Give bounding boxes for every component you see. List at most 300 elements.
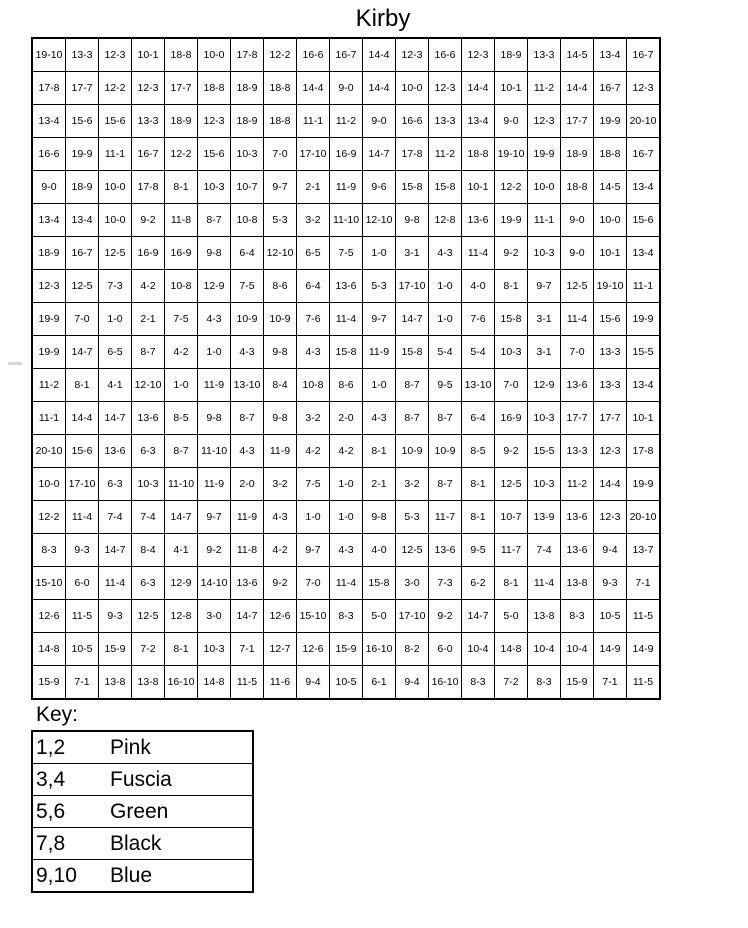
grid-cell: 11-4 bbox=[66, 501, 99, 534]
grid-cell: 17-8 bbox=[396, 138, 429, 171]
grid-cell: 10-3 bbox=[198, 171, 231, 204]
grid-cell: 9-0 bbox=[363, 105, 396, 138]
grid-cell: 10-1 bbox=[594, 237, 627, 270]
grid-cell: 9-2 bbox=[264, 567, 297, 600]
grid-cell: 15-10 bbox=[32, 567, 66, 600]
grid-row bbox=[32, 237, 660, 270]
grid-cell: 12-3 bbox=[462, 38, 495, 72]
grid-cell: 12-8 bbox=[165, 600, 198, 633]
grid-cell: 14-5 bbox=[594, 171, 627, 204]
grid-cell: 11-1 bbox=[528, 204, 561, 237]
grid-cell: 13-8 bbox=[561, 567, 594, 600]
grid-cell: 9-8 bbox=[264, 336, 297, 369]
grid-cell: 19-9 bbox=[32, 336, 66, 369]
grid-cell: 16-10 bbox=[429, 666, 462, 700]
grid-cell: 12-9 bbox=[528, 369, 561, 402]
grid-cell: 2-0 bbox=[330, 402, 363, 435]
grid-cell: 17-8 bbox=[132, 171, 165, 204]
grid-cell: 8-1 bbox=[363, 435, 396, 468]
grid-cell: 11-5 bbox=[627, 666, 661, 700]
grid-cell: 13-6 bbox=[99, 435, 132, 468]
grid-cell: 5-3 bbox=[363, 270, 396, 303]
grid-row bbox=[32, 534, 660, 567]
grid-cell: 12-10 bbox=[363, 204, 396, 237]
grid-cell: 15-10 bbox=[297, 600, 330, 633]
grid-cell: 11-4 bbox=[462, 237, 495, 270]
grid-cell: 4-2 bbox=[264, 534, 297, 567]
grid-cell: 5-0 bbox=[495, 600, 528, 633]
grid-cell: 12-5 bbox=[99, 237, 132, 270]
grid-row bbox=[32, 105, 660, 138]
grid-cell: 7-0 bbox=[495, 369, 528, 402]
grid-row bbox=[32, 72, 660, 105]
grid-cell: 9-7 bbox=[198, 501, 231, 534]
grid-cell: 9-0 bbox=[561, 237, 594, 270]
grid-cell: 13-3 bbox=[594, 369, 627, 402]
grid-cell: 11-4 bbox=[528, 567, 561, 600]
grid-cell: 10-4 bbox=[528, 633, 561, 666]
grid-cell: 12-5 bbox=[132, 600, 165, 633]
grid-cell: 8-1 bbox=[165, 171, 198, 204]
grid-cell: 10-7 bbox=[495, 501, 528, 534]
grid-cell: 9-0 bbox=[32, 171, 66, 204]
grid-cell: 8-7 bbox=[198, 204, 231, 237]
grid-cell: 12-5 bbox=[396, 534, 429, 567]
key-color-name: Green bbox=[110, 796, 253, 828]
grid-cell: 8-6 bbox=[330, 369, 363, 402]
grid-cell: 12-3 bbox=[594, 501, 627, 534]
grid-cell: 8-7 bbox=[132, 336, 165, 369]
grid-cell: 6-4 bbox=[297, 270, 330, 303]
grid-cell: 15-8 bbox=[495, 303, 528, 336]
color-key-table bbox=[31, 730, 254, 893]
grid-cell: 2-1 bbox=[297, 171, 330, 204]
grid-cell: 10-3 bbox=[198, 633, 231, 666]
grid-cell: 8-7 bbox=[429, 468, 462, 501]
grid-cell: 14-7 bbox=[231, 600, 264, 633]
grid-cell: 7-4 bbox=[132, 501, 165, 534]
grid-cell: 19-10 bbox=[594, 270, 627, 303]
grid-cell: 1-0 bbox=[363, 237, 396, 270]
grid-row bbox=[32, 336, 660, 369]
grid-cell: 16-9 bbox=[330, 138, 363, 171]
grid-cell: 9-8 bbox=[264, 402, 297, 435]
grid-cell: 7-5 bbox=[330, 237, 363, 270]
grid-cell: 4-3 bbox=[198, 303, 231, 336]
grid-cell: 10-5 bbox=[594, 600, 627, 633]
grid-cell: 17-8 bbox=[231, 38, 264, 72]
grid-cell: 12-6 bbox=[297, 633, 330, 666]
grid-cell: 8-3 bbox=[462, 666, 495, 700]
grid-cell: 18-9 bbox=[561, 138, 594, 171]
grid-cell: 16-7 bbox=[330, 38, 363, 72]
grid-cell: 5-3 bbox=[264, 204, 297, 237]
grid-cell: 6-4 bbox=[231, 237, 264, 270]
grid-cell: 3-1 bbox=[396, 237, 429, 270]
key-row bbox=[32, 796, 253, 828]
grid-cell: 10-3 bbox=[495, 336, 528, 369]
grid-cell: 9-8 bbox=[198, 402, 231, 435]
grid-cell: 13-6 bbox=[231, 567, 264, 600]
grid-cell: 14-5 bbox=[561, 38, 594, 72]
grid-cell: 11-4 bbox=[330, 567, 363, 600]
grid-cell: 6-5 bbox=[297, 237, 330, 270]
grid-cell: 9-8 bbox=[198, 237, 231, 270]
grid-cell: 10-1 bbox=[495, 72, 528, 105]
grid-cell: 16-7 bbox=[66, 237, 99, 270]
grid-cell: 19-9 bbox=[495, 204, 528, 237]
grid-cell: 3-2 bbox=[396, 468, 429, 501]
grid-cell: 12-3 bbox=[627, 72, 661, 105]
grid-cell: 9-2 bbox=[495, 435, 528, 468]
grid-cell: 13-3 bbox=[561, 435, 594, 468]
grid-cell: 3-0 bbox=[396, 567, 429, 600]
grid-cell: 15-6 bbox=[99, 105, 132, 138]
grid-cell: 10-8 bbox=[297, 369, 330, 402]
grid-cell: 4-0 bbox=[462, 270, 495, 303]
grid-cell: 10-0 bbox=[99, 204, 132, 237]
grid-cell: 9-0 bbox=[330, 72, 363, 105]
grid-cell: 10-7 bbox=[231, 171, 264, 204]
grid-cell: 4-3 bbox=[297, 336, 330, 369]
grid-cell: 12-9 bbox=[165, 567, 198, 600]
grid-cell: 19-9 bbox=[32, 303, 66, 336]
key-numbers: 3,4 bbox=[32, 764, 110, 796]
grid-cell: 16-9 bbox=[165, 237, 198, 270]
grid-cell: 18-8 bbox=[594, 138, 627, 171]
margin-mark bbox=[8, 362, 22, 365]
grid-cell: 10-1 bbox=[462, 171, 495, 204]
grid-cell: 9-2 bbox=[132, 204, 165, 237]
grid-cell: 11-9 bbox=[363, 336, 396, 369]
grid-cell: 7-5 bbox=[231, 270, 264, 303]
grid-cell: 9-6 bbox=[363, 171, 396, 204]
grid-cell: 12-8 bbox=[429, 204, 462, 237]
grid-cell: 11-5 bbox=[627, 600, 661, 633]
grid-cell: 8-1 bbox=[66, 369, 99, 402]
grid-cell: 13-3 bbox=[66, 38, 99, 72]
grid-cell: 15-8 bbox=[330, 336, 363, 369]
grid-cell: 12-3 bbox=[132, 72, 165, 105]
grid-cell: 9-7 bbox=[264, 171, 297, 204]
key-color-name: Blue bbox=[110, 860, 253, 893]
grid-cell: 14-8 bbox=[495, 633, 528, 666]
grid-cell: 10-9 bbox=[264, 303, 297, 336]
grid-cell: 5-3 bbox=[396, 501, 429, 534]
grid-cell: 12-2 bbox=[99, 72, 132, 105]
grid-cell: 11-9 bbox=[264, 435, 297, 468]
grid-cell: 13-9 bbox=[528, 501, 561, 534]
grid-cell: 6-3 bbox=[132, 567, 165, 600]
grid-cell: 7-1 bbox=[627, 567, 661, 600]
grid-cell: 20-10 bbox=[627, 501, 661, 534]
grid-cell: 9-3 bbox=[66, 534, 99, 567]
grid-cell: 10-3 bbox=[231, 138, 264, 171]
grid-cell: 6-2 bbox=[462, 567, 495, 600]
grid-cell: 14-7 bbox=[462, 600, 495, 633]
grid-cell: 14-4 bbox=[462, 72, 495, 105]
grid-cell: 12-3 bbox=[99, 38, 132, 72]
grid-cell: 9-2 bbox=[429, 600, 462, 633]
grid-cell: 7-5 bbox=[297, 468, 330, 501]
grid-row bbox=[32, 435, 660, 468]
grid-cell: 11-9 bbox=[231, 501, 264, 534]
grid-cell: 15-6 bbox=[66, 435, 99, 468]
grid-cell: 16-9 bbox=[495, 402, 528, 435]
grid-cell: 8-5 bbox=[165, 402, 198, 435]
grid-cell: 7-3 bbox=[99, 270, 132, 303]
grid-cell: 4-3 bbox=[231, 336, 264, 369]
grid-cell: 9-5 bbox=[429, 369, 462, 402]
grid-cell: 16-10 bbox=[165, 666, 198, 700]
grid-row bbox=[32, 270, 660, 303]
grid-cell: 12-3 bbox=[594, 435, 627, 468]
grid-cell: 11-2 bbox=[32, 369, 66, 402]
grid-cell: 8-1 bbox=[462, 468, 495, 501]
grid-cell: 8-1 bbox=[462, 501, 495, 534]
grid-cell: 17-7 bbox=[165, 72, 198, 105]
grid-row bbox=[32, 38, 660, 72]
grid-cell: 8-7 bbox=[165, 435, 198, 468]
grid-cell: 14-7 bbox=[363, 138, 396, 171]
grid-cell: 4-3 bbox=[429, 237, 462, 270]
grid-cell: 19-9 bbox=[627, 303, 661, 336]
grid-cell: 13-3 bbox=[528, 38, 561, 72]
grid-cell: 13-4 bbox=[627, 237, 661, 270]
grid-cell: 4-2 bbox=[297, 435, 330, 468]
grid-cell: 11-7 bbox=[429, 501, 462, 534]
grid-cell: 7-6 bbox=[297, 303, 330, 336]
grid-cell: 13-4 bbox=[627, 171, 661, 204]
grid-cell: 12-5 bbox=[495, 468, 528, 501]
grid-cell: 12-3 bbox=[32, 270, 66, 303]
grid-cell: 10-9 bbox=[231, 303, 264, 336]
grid-cell: 9-0 bbox=[561, 204, 594, 237]
grid-cell: 4-1 bbox=[165, 534, 198, 567]
grid-cell: 10-8 bbox=[165, 270, 198, 303]
grid-cell: 6-3 bbox=[132, 435, 165, 468]
key-row bbox=[32, 731, 253, 764]
color-by-number-grid bbox=[31, 37, 661, 700]
grid-row bbox=[32, 633, 660, 666]
key-numbers: 9,10 bbox=[32, 860, 110, 893]
grid-cell: 1-0 bbox=[297, 501, 330, 534]
grid-cell: 4-2 bbox=[132, 270, 165, 303]
grid-cell: 9-7 bbox=[363, 303, 396, 336]
grid-row bbox=[32, 666, 660, 700]
grid-cell: 11-5 bbox=[231, 666, 264, 700]
grid-cell: 19-9 bbox=[627, 468, 661, 501]
grid-cell: 7-6 bbox=[462, 303, 495, 336]
key-color-name: Black bbox=[110, 828, 253, 860]
grid-cell: 13-6 bbox=[429, 534, 462, 567]
grid-cell: 10-0 bbox=[528, 171, 561, 204]
grid-cell: 7-2 bbox=[495, 666, 528, 700]
grid-cell: 9-5 bbox=[462, 534, 495, 567]
grid-cell: 4-1 bbox=[99, 369, 132, 402]
grid-cell: 14-7 bbox=[99, 534, 132, 567]
grid-row bbox=[32, 468, 660, 501]
grid-cell: 7-1 bbox=[594, 666, 627, 700]
grid-cell: 12-5 bbox=[66, 270, 99, 303]
grid-cell: 15-8 bbox=[429, 171, 462, 204]
grid-cell: 14-9 bbox=[627, 633, 661, 666]
grid-cell: 11-5 bbox=[66, 600, 99, 633]
grid-cell: 11-4 bbox=[561, 303, 594, 336]
grid-cell: 9-7 bbox=[297, 534, 330, 567]
grid-cell: 6-0 bbox=[429, 633, 462, 666]
grid-cell: 12-3 bbox=[528, 105, 561, 138]
grid-cell: 18-9 bbox=[231, 72, 264, 105]
grid-cell: 7-4 bbox=[99, 501, 132, 534]
grid-cell: 12-3 bbox=[198, 105, 231, 138]
grid-cell: 10-4 bbox=[561, 633, 594, 666]
key-row bbox=[32, 860, 253, 893]
grid-cell: 8-1 bbox=[495, 270, 528, 303]
grid-cell: 8-7 bbox=[429, 402, 462, 435]
grid-cell: 8-7 bbox=[396, 402, 429, 435]
grid-cell: 10-0 bbox=[198, 38, 231, 72]
grid-cell: 18-8 bbox=[165, 38, 198, 72]
grid-cell: 16-7 bbox=[132, 138, 165, 171]
grid-cell: 17-10 bbox=[396, 600, 429, 633]
grid-cell: 12-2 bbox=[165, 138, 198, 171]
grid-cell: 7-0 bbox=[561, 336, 594, 369]
grid-cell: 13-8 bbox=[528, 600, 561, 633]
grid-cell: 14-4 bbox=[363, 72, 396, 105]
grid-cell: 12-2 bbox=[32, 501, 66, 534]
grid-cell: 11-10 bbox=[198, 435, 231, 468]
grid-cell: 11-10 bbox=[330, 204, 363, 237]
grid-cell: 8-6 bbox=[264, 270, 297, 303]
grid-cell: 14-7 bbox=[165, 501, 198, 534]
grid-cell: 18-8 bbox=[264, 72, 297, 105]
grid-cell: 9-4 bbox=[594, 534, 627, 567]
grid-cell: 6-5 bbox=[99, 336, 132, 369]
grid-cell: 12-2 bbox=[495, 171, 528, 204]
grid-cell: 18-9 bbox=[66, 171, 99, 204]
grid-cell: 4-0 bbox=[363, 534, 396, 567]
grid-cell: 4-2 bbox=[330, 435, 363, 468]
grid-cell: 10-1 bbox=[627, 402, 661, 435]
key-numbers: 7,8 bbox=[32, 828, 110, 860]
grid-cell: 16-7 bbox=[627, 138, 661, 171]
grid-cell: 18-8 bbox=[561, 171, 594, 204]
grid-cell: 8-7 bbox=[231, 402, 264, 435]
grid-cell: 12-3 bbox=[429, 72, 462, 105]
grid-cell: 10-5 bbox=[330, 666, 363, 700]
grid-cell: 4-3 bbox=[264, 501, 297, 534]
grid-cell: 10-0 bbox=[594, 204, 627, 237]
grid-cell: 17-10 bbox=[66, 468, 99, 501]
grid-cell: 19-10 bbox=[32, 38, 66, 72]
grid-row bbox=[32, 600, 660, 633]
grid-cell: 8-3 bbox=[528, 666, 561, 700]
grid-cell: 3-2 bbox=[297, 402, 330, 435]
grid-cell: 11-1 bbox=[297, 105, 330, 138]
key-row bbox=[32, 764, 253, 796]
grid-cell: 15-6 bbox=[198, 138, 231, 171]
grid-cell: 16-9 bbox=[132, 237, 165, 270]
grid-cell: 14-4 bbox=[561, 72, 594, 105]
grid-cell: 14-7 bbox=[99, 402, 132, 435]
grid-cell: 2-1 bbox=[363, 468, 396, 501]
grid-cell: 15-8 bbox=[363, 567, 396, 600]
grid-cell: 17-7 bbox=[594, 402, 627, 435]
grid-cell: 7-1 bbox=[66, 666, 99, 700]
grid-row bbox=[32, 303, 660, 336]
grid-cell: 11-6 bbox=[264, 666, 297, 700]
grid-cell: 12-3 bbox=[396, 38, 429, 72]
grid-cell: 16-6 bbox=[396, 105, 429, 138]
grid-cell: 11-2 bbox=[330, 105, 363, 138]
grid-cell: 7-5 bbox=[165, 303, 198, 336]
grid-cell: 19-9 bbox=[594, 105, 627, 138]
grid-cell: 18-8 bbox=[462, 138, 495, 171]
grid-row bbox=[32, 501, 660, 534]
grid-cell: 10-3 bbox=[528, 237, 561, 270]
grid-cell: 10-9 bbox=[396, 435, 429, 468]
grid-cell: 1-0 bbox=[99, 303, 132, 336]
grid-cell: 13-6 bbox=[132, 402, 165, 435]
grid-cell: 17-10 bbox=[396, 270, 429, 303]
grid-cell: 7-0 bbox=[297, 567, 330, 600]
key-color-name: Pink bbox=[110, 731, 253, 764]
grid-cell: 13-3 bbox=[132, 105, 165, 138]
grid-cell: 14-4 bbox=[594, 468, 627, 501]
grid-cell: 13-3 bbox=[429, 105, 462, 138]
grid-cell: 11-8 bbox=[165, 204, 198, 237]
grid-cell: 10-8 bbox=[231, 204, 264, 237]
grid-cell: 6-0 bbox=[66, 567, 99, 600]
grid-row bbox=[32, 567, 660, 600]
grid-cell: 13-6 bbox=[561, 534, 594, 567]
grid-cell: 12-6 bbox=[264, 600, 297, 633]
grid-cell: 13-7 bbox=[627, 534, 661, 567]
grid-cell: 13-6 bbox=[561, 501, 594, 534]
grid-cell: 11-9 bbox=[330, 171, 363, 204]
grid-cell: 9-3 bbox=[594, 567, 627, 600]
grid-cell: 6-1 bbox=[363, 666, 396, 700]
grid-cell: 15-6 bbox=[66, 105, 99, 138]
grid-cell: 13-4 bbox=[627, 369, 661, 402]
grid-cell: 11-4 bbox=[330, 303, 363, 336]
grid-cell: 14-10 bbox=[198, 567, 231, 600]
key-row bbox=[32, 828, 253, 860]
grid-cell: 16-6 bbox=[32, 138, 66, 171]
grid-cell: 13-6 bbox=[330, 270, 363, 303]
grid-cell: 3-1 bbox=[528, 336, 561, 369]
grid-cell: 17-8 bbox=[627, 435, 661, 468]
grid-cell: 16-10 bbox=[363, 633, 396, 666]
grid-cell: 13-4 bbox=[66, 204, 99, 237]
grid-cell: 9-0 bbox=[495, 105, 528, 138]
grid-cell: 2-0 bbox=[231, 468, 264, 501]
grid-cell: 11-9 bbox=[198, 369, 231, 402]
grid-cell: 11-2 bbox=[528, 72, 561, 105]
grid-cell: 12-2 bbox=[264, 38, 297, 72]
grid-cell: 5-0 bbox=[363, 600, 396, 633]
key-numbers: 1,2 bbox=[32, 731, 110, 764]
grid-cell: 18-8 bbox=[264, 105, 297, 138]
grid-cell: 10-0 bbox=[99, 171, 132, 204]
grid-cell: 10-5 bbox=[66, 633, 99, 666]
grid-cell: 15-9 bbox=[32, 666, 66, 700]
grid-cell: 14-8 bbox=[198, 666, 231, 700]
grid-cell: 17-10 bbox=[297, 138, 330, 171]
grid-cell: 13-10 bbox=[231, 369, 264, 402]
grid-cell: 14-4 bbox=[363, 38, 396, 72]
